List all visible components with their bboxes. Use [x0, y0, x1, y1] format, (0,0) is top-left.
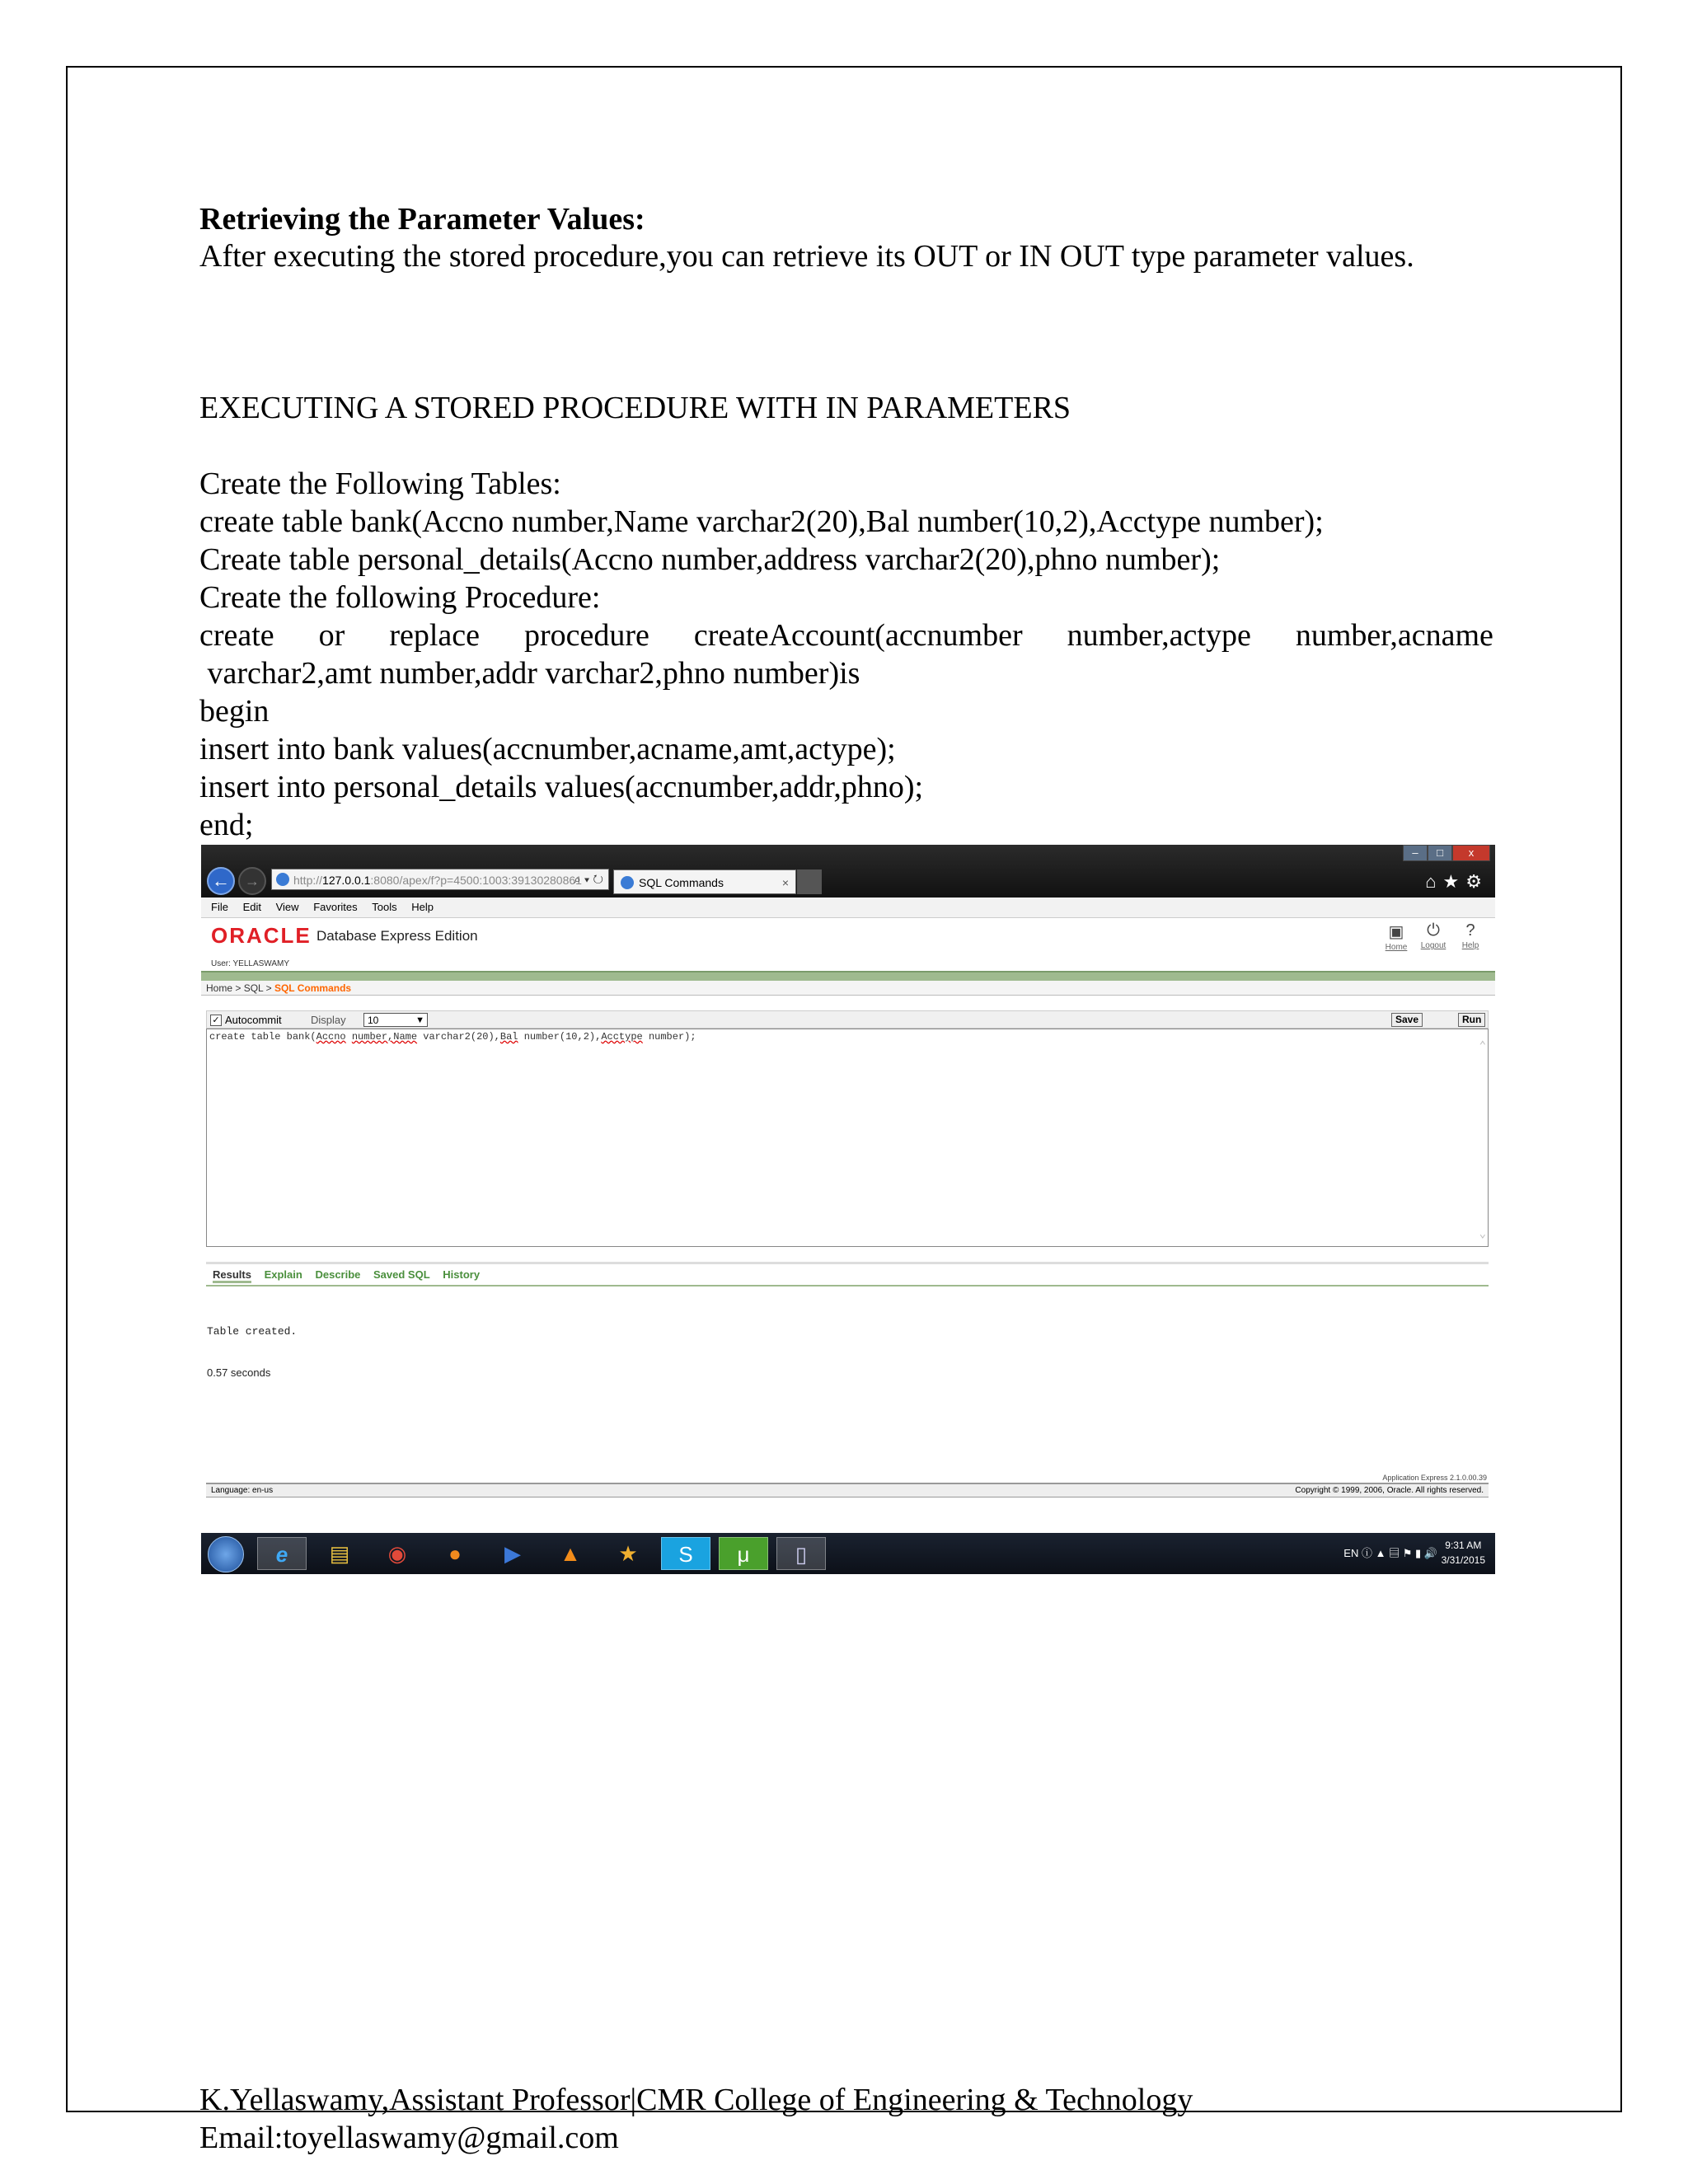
- menu-view[interactable]: View: [275, 901, 299, 913]
- apex-header: [201, 918, 1495, 971]
- tables-heading: Create the Following Tables:: [199, 466, 561, 501]
- menu-edit[interactable]: Edit: [242, 901, 261, 913]
- display-select[interactable]: [363, 1013, 428, 1027]
- tab-history[interactable]: History: [443, 1268, 481, 1281]
- procedure-line: insert into bank values(accnumber,acname,amt,actype);: [199, 732, 896, 766]
- back-button[interactable]: ←: [207, 867, 235, 895]
- media-player-icon[interactable]: ▶: [504, 1541, 521, 1566]
- browser-titlebar: [201, 845, 1495, 898]
- sql-toolbar: [206, 1010, 1489, 1029]
- breadcrumb-home[interactable]: Home: [206, 982, 233, 994]
- address-tools-icon[interactable]: ⌕ ▾ ↻: [574, 873, 603, 887]
- word: createAccount(accnumber: [693, 618, 1023, 653]
- word: number,acname: [1295, 618, 1493, 653]
- flag-icon[interactable]: ⚑: [1402, 1547, 1413, 1559]
- power-icon: ⏻: [1427, 921, 1440, 940]
- menu-file[interactable]: File: [211, 901, 228, 913]
- menu-favorites[interactable]: Favorites: [313, 901, 358, 913]
- skype-icon[interactable]: S: [661, 1537, 710, 1570]
- menu-tools[interactable]: Tools: [372, 901, 397, 913]
- question-icon: ?: [1465, 921, 1475, 940]
- sql-text: Bal: [499, 1031, 518, 1043]
- breadcrumb-current: SQL Commands: [274, 982, 352, 994]
- word: number,actype: [1067, 618, 1251, 653]
- breadcrumb-separator: >: [263, 982, 274, 994]
- user-label: User: YELLASWAMY: [211, 959, 290, 968]
- word: replace: [389, 618, 480, 653]
- address-prefix: http://: [293, 874, 323, 887]
- procedure-heading: Create the following Procedure:: [199, 580, 601, 615]
- sql-text: varchar2(20),: [417, 1031, 500, 1043]
- footer-email: Email:toyellaswamy@gmail.com: [199, 2121, 619, 2155]
- firefox-icon[interactable]: ●: [448, 1541, 462, 1566]
- browser-screenshot: [201, 845, 1495, 1574]
- procedure-line: end;: [199, 808, 254, 842]
- close-window-button[interactable]: x: [1452, 845, 1490, 861]
- sql-text: number);: [642, 1031, 696, 1043]
- new-tab-button[interactable]: [797, 869, 822, 894]
- home-favorites-settings-icons[interactable]: ⌂★⚙: [1425, 871, 1489, 892]
- address-rest: :8080/apex/f?p=4500:1003:39130280861: [370, 874, 582, 887]
- tab-describe[interactable]: Describe: [315, 1268, 361, 1281]
- battery-icon[interactable]: ▮: [1415, 1547, 1422, 1559]
- address-bar[interactable]: [271, 869, 609, 890]
- file-explorer-icon[interactable]: ▤: [329, 1541, 350, 1566]
- window-controls: [1403, 845, 1490, 861]
- sql-text: number(10,2),: [518, 1031, 602, 1043]
- apex-version: Application Express 2.1.0.00.39: [1382, 1474, 1487, 1482]
- word: procedure: [523, 618, 649, 653]
- procedure-line: insert into personal_details values(accnumber,addr,phno);: [199, 770, 924, 804]
- ie-tab-icon: [621, 876, 634, 889]
- tab-title: SQL Commands: [639, 876, 724, 889]
- tray-arrow-icon[interactable]: ▲: [1375, 1547, 1386, 1559]
- java-icon[interactable]: ★: [618, 1541, 638, 1566]
- sql-editor[interactable]: [206, 1029, 1489, 1247]
- menu-help[interactable]: Help: [411, 901, 434, 913]
- chevron-down-icon: ▼: [415, 1015, 424, 1025]
- utorrent-icon[interactable]: μ: [719, 1537, 768, 1570]
- edition-title: Database Express Edition: [316, 928, 478, 944]
- main-heading: EXECUTING A STORED PROCEDURE WITH IN PARAMETERS: [199, 391, 1071, 425]
- header-divider: [201, 971, 1495, 981]
- code-line: create table bank(Accno number,Name varchar2(20),Bal number(10,2),Acctype number);: [199, 504, 1324, 539]
- display-label: Display: [311, 1014, 346, 1026]
- tab-explain[interactable]: Explain: [264, 1268, 302, 1281]
- help-link[interactable]: ? Help: [1461, 921, 1479, 950]
- vlc-icon[interactable]: ▲: [560, 1541, 581, 1566]
- network-icon[interactable]: ▤: [1389, 1547, 1400, 1559]
- scroll-down-icon[interactable]: ⌄: [1479, 1228, 1486, 1241]
- home-icon: ▣: [1388, 923, 1404, 941]
- autocommit-checkbox[interactable]: ✓: [210, 1015, 222, 1026]
- ie-page-icon: [276, 873, 289, 886]
- result-message: Table created.: [207, 1325, 298, 1338]
- windows-taskbar: [201, 1533, 1495, 1574]
- code-line: Create table personal_details(Accno number,address varchar2(20),phno number);: [199, 542, 1221, 577]
- system-tray: [1343, 1544, 1437, 1560]
- procedure-line: [199, 616, 1493, 654]
- display-value: 10: [368, 1015, 379, 1026]
- copyright: Copyright © 1999, 2006, Oracle. All rights reserved.: [1295, 1486, 1484, 1495]
- word: create: [199, 618, 274, 653]
- tab-sql-commands[interactable]: [613, 869, 796, 894]
- autocommit-label: Autocommit: [225, 1014, 282, 1026]
- forward-button[interactable]: →: [238, 867, 266, 895]
- footer-author: K.Yellaswamy,Assistant Professor|CMR College of Engineering & Technology: [199, 2083, 1193, 2117]
- paragraph: After executing the stored procedure,you can retrieve its OUT or IN OUT type parameter values.: [199, 239, 1414, 274]
- menu-bar: [201, 898, 1495, 918]
- save-button[interactable]: Save: [1391, 1013, 1423, 1027]
- clock-date: 3/31/2015: [1441, 1554, 1485, 1566]
- help-icon[interactable]: ⓘ: [1361, 1547, 1372, 1559]
- apex-footer: [206, 1483, 1489, 1497]
- run-button[interactable]: Run: [1458, 1013, 1485, 1027]
- volume-icon[interactable]: 🔊: [1423, 1547, 1437, 1559]
- elapsed-time: 0.57 seconds: [207, 1366, 271, 1379]
- header-links: [1380, 921, 1487, 963]
- sql-text: number,Name: [351, 1031, 418, 1043]
- home-link[interactable]: ▣ Home: [1385, 923, 1408, 952]
- sql-text: Accno: [316, 1031, 346, 1043]
- section-heading: Retrieving the Parameter Values:: [199, 202, 645, 237]
- breadcrumb: [201, 981, 1495, 996]
- sql-text: create table bank(: [209, 1031, 316, 1043]
- window-preview-icon[interactable]: ▯: [776, 1537, 826, 1570]
- minimize-button[interactable]: –: [1403, 845, 1428, 861]
- logout-link[interactable]: ⏻ Logout: [1420, 921, 1447, 950]
- oracle-logo: ORACLE: [211, 923, 312, 948]
- start-button[interactable]: [208, 1536, 244, 1572]
- tab-results[interactable]: Results: [213, 1268, 251, 1283]
- sql-text: Acctype: [601, 1031, 643, 1043]
- result-tabs: [206, 1262, 1489, 1286]
- word: or: [318, 618, 345, 653]
- breadcrumb-sql[interactable]: SQL: [243, 982, 264, 994]
- scroll-up-icon[interactable]: ⌃: [1479, 1040, 1486, 1053]
- clock[interactable]: [1442, 1538, 1485, 1568]
- language-indicator[interactable]: EN: [1343, 1547, 1359, 1559]
- clock-time: 9:31 AM: [1445, 1540, 1482, 1551]
- chrome-icon[interactable]: ◉: [387, 1541, 407, 1566]
- internet-explorer-icon[interactable]: e: [257, 1537, 307, 1570]
- breadcrumb-separator: >: [232, 982, 244, 994]
- close-tab-icon[interactable]: ×: [781, 876, 789, 889]
- maximize-button[interactable]: □: [1428, 845, 1452, 861]
- procedure-line: begin: [199, 694, 270, 729]
- procedure-line: varchar2,amt number,addr varchar2,phno number)is: [199, 656, 860, 691]
- tab-saved-sql[interactable]: Saved SQL: [373, 1268, 430, 1281]
- language-label: Language: en-us: [211, 1486, 274, 1495]
- address-host: 127.0.0.1: [322, 874, 371, 887]
- sql-text: [346, 1031, 352, 1043]
